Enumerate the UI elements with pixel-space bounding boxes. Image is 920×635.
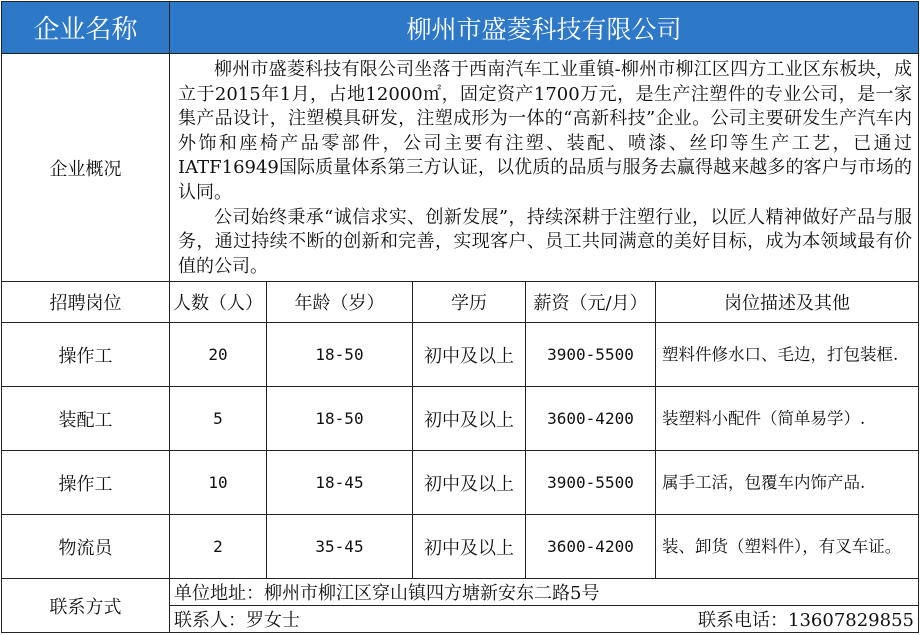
job-position: 操作工 (2, 451, 170, 515)
contact-phone: 联系电话：13607829855 (698, 610, 914, 632)
job-count: 10 (170, 451, 267, 515)
col-header-age: 年龄（岁） (267, 282, 413, 323)
jobs-header-row (2, 282, 919, 323)
job-education: 初中及以上 (413, 451, 526, 515)
col-header-position: 招聘岗位 (2, 282, 170, 323)
company-name: 柳州市盛菱科技有限公司 (170, 2, 919, 54)
overview-row (2, 54, 919, 282)
job-position: 操作工 (2, 323, 170, 387)
col-header-education: 学历 (413, 282, 526, 323)
job-count: 2 (170, 515, 267, 579)
job-age: 18-45 (267, 451, 413, 515)
overview-paragraph: 柳州市盛菱科技有限公司坐落于西南汽车工业重镇-柳州市柳江区四方工业区东板块，成立于2015年1月，占地12000㎡，固定资产1700万元，是生产注塑件的专业公司，是一家集产品设计，注塑模具研发，注塑成形为一体的“高新科技”企业。公司主要研发生产汽车内外饰和座椅产品零部件，公司主要有注塑、装配、喷漆、丝印等生产工艺，已通过IATF16949国际质量体系第三方认证，以优质的品质与服务去赢得越来越多的客户与市场的认同。 (178, 59, 912, 203)
overview-text (170, 54, 919, 282)
job-salary: 3600-4200 (526, 387, 656, 451)
job-education: 初中及以上 (413, 387, 526, 451)
company-name-label: 企业名称 (2, 2, 170, 54)
job-position: 装配工 (2, 387, 170, 451)
job-age: 35-45 (267, 515, 413, 579)
recruitment-table (1, 1, 919, 633)
overview-label: 企业概况 (2, 54, 170, 282)
table-row (2, 387, 919, 451)
table-row (2, 515, 919, 579)
overview-paragraph: 公司始终秉承“诚信求实、创新发展”，持续深耕于注塑行业，以匠人精神做好产品与服务，通过持续不断的创新和完善，实现客户、员工共同满意的美好目标，成为本领域最有价值的公司。 (178, 206, 912, 277)
job-count: 5 (170, 387, 267, 451)
col-header-description: 岗位描述及其他 (656, 282, 919, 323)
job-education: 初中及以上 (413, 323, 526, 387)
col-header-salary: 薪资（元/月） (526, 282, 656, 323)
job-salary: 3900-5500 (526, 451, 656, 515)
contact-row-address (2, 579, 919, 606)
header-row (2, 2, 919, 54)
job-description: 属手工活，包覆车内饰产品. (656, 451, 919, 515)
job-count: 20 (170, 323, 267, 387)
job-position: 物流员 (2, 515, 170, 579)
job-salary: 3600-4200 (526, 515, 656, 579)
contact-address: 单位地址：柳州市柳江区穿山镇四方塘新安东二路5号 (170, 579, 919, 606)
table-row (2, 323, 919, 387)
job-description: 塑料件修水口、毛边，打包装框. (656, 323, 919, 387)
contact-person-phone (170, 606, 919, 633)
job-description: 装塑料小配件（简单易学）. (656, 387, 919, 451)
contact-label: 联系方式 (2, 579, 170, 633)
job-education: 初中及以上 (413, 515, 526, 579)
job-description: 装、卸货（塑料件），有叉车证。 (656, 515, 919, 579)
col-header-count: 人数（人） (170, 282, 267, 323)
job-salary: 3900-5500 (526, 323, 656, 387)
contact-line (174, 606, 914, 632)
job-age: 18-50 (267, 323, 413, 387)
table-row (2, 451, 919, 515)
job-age: 18-50 (267, 387, 413, 451)
contact-person: 联系人：罗女士 (174, 610, 300, 632)
